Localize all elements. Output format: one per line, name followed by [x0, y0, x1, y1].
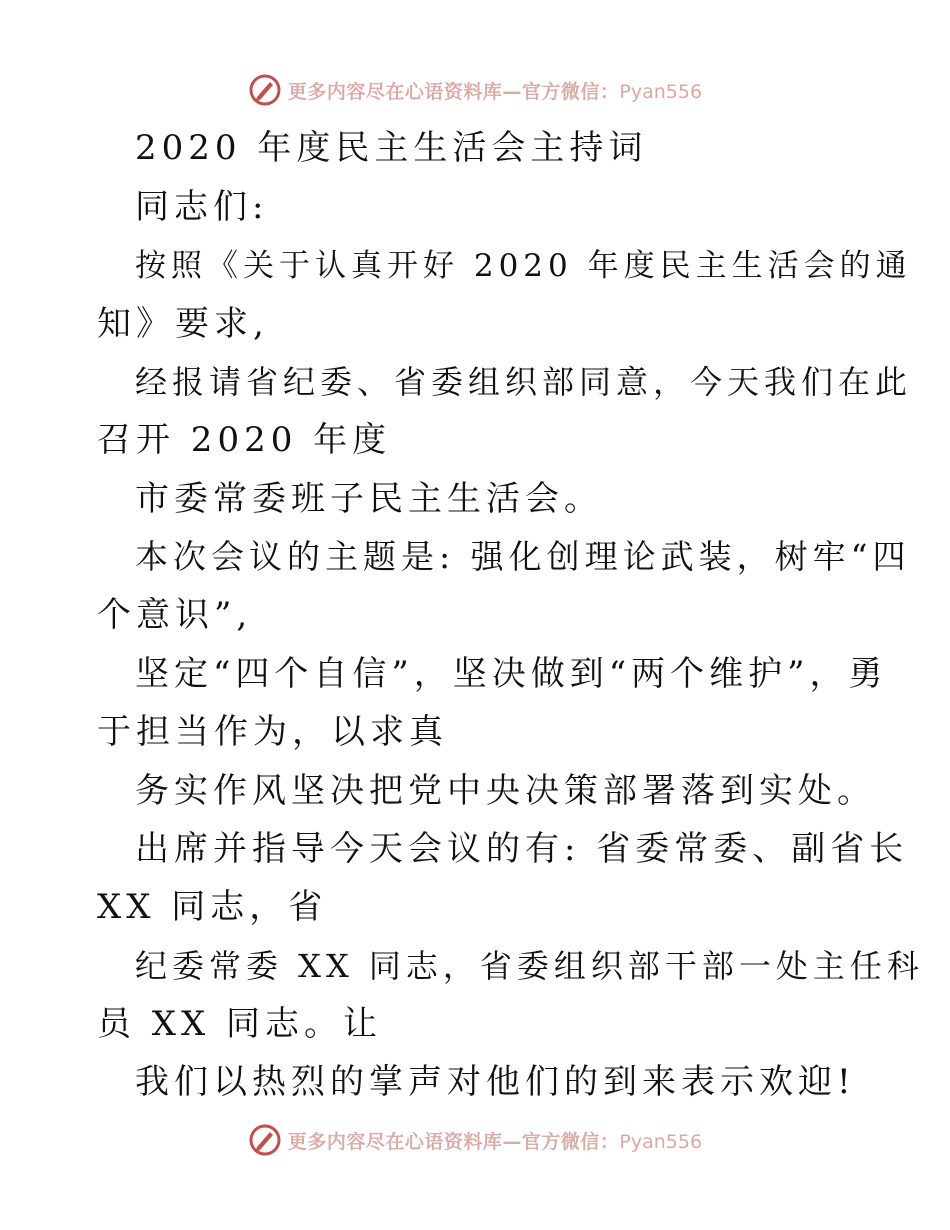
paragraph-line: 我们以热烈的掌声对他们的到来表示欢迎! — [135, 1062, 856, 1102]
paragraph-line: XX 同志，省 — [97, 887, 328, 927]
paragraph-line: 出席并指导今天会议的有: 省委常委、副省长 — [135, 829, 909, 869]
paragraph-line: 员 XX 同志。让 — [97, 1004, 383, 1044]
paragraph-line: 经报请省纪委、省委组织部同意，今天我们在此 — [135, 363, 913, 401]
watermark-text: 更多内容尽在心语资料库—官方微信：Pyan556 — [287, 1130, 703, 1153]
watermark-text: 更多内容尽在心语资料库—官方微信：Pyan556 — [287, 80, 703, 103]
paragraph-line: 按照《关于认真开好 2020 年度民主生活会的通 — [135, 248, 912, 284]
paragraph-line: 务实作风坚决把党中央决策部署落到实处。 — [135, 771, 876, 811]
paragraph-line: 同志们: — [135, 187, 269, 227]
footer-watermark — [0, 1120, 950, 1160]
watermark-account-id: Pyan556 — [619, 1130, 703, 1153]
document-title: 2020 年度民主生活会主持词 — [135, 128, 648, 168]
watermark-account-id: Pyan556 — [619, 80, 703, 103]
paragraph-line: 于担当作为，以求真 — [97, 712, 448, 752]
brand-logo-icon — [248, 1123, 282, 1157]
paragraph-line: 市委常委班子民主生活会。 — [135, 479, 603, 519]
paragraph-line: 坚定“四个自信”，坚决做到“两个维护”，勇 — [135, 654, 888, 694]
paragraph-line: 召开 2020 年度 — [97, 420, 392, 460]
paragraph-line: 知》要求, — [97, 304, 269, 344]
paragraph-line: 本次会议的主题是: 强化创理论武装，树牢“四 — [135, 537, 911, 576]
paragraph-line: 个意识”, — [97, 595, 253, 635]
paragraph-line: 纪委常委 XX 同志，省委组织部干部一处主任科 — [135, 947, 924, 985]
